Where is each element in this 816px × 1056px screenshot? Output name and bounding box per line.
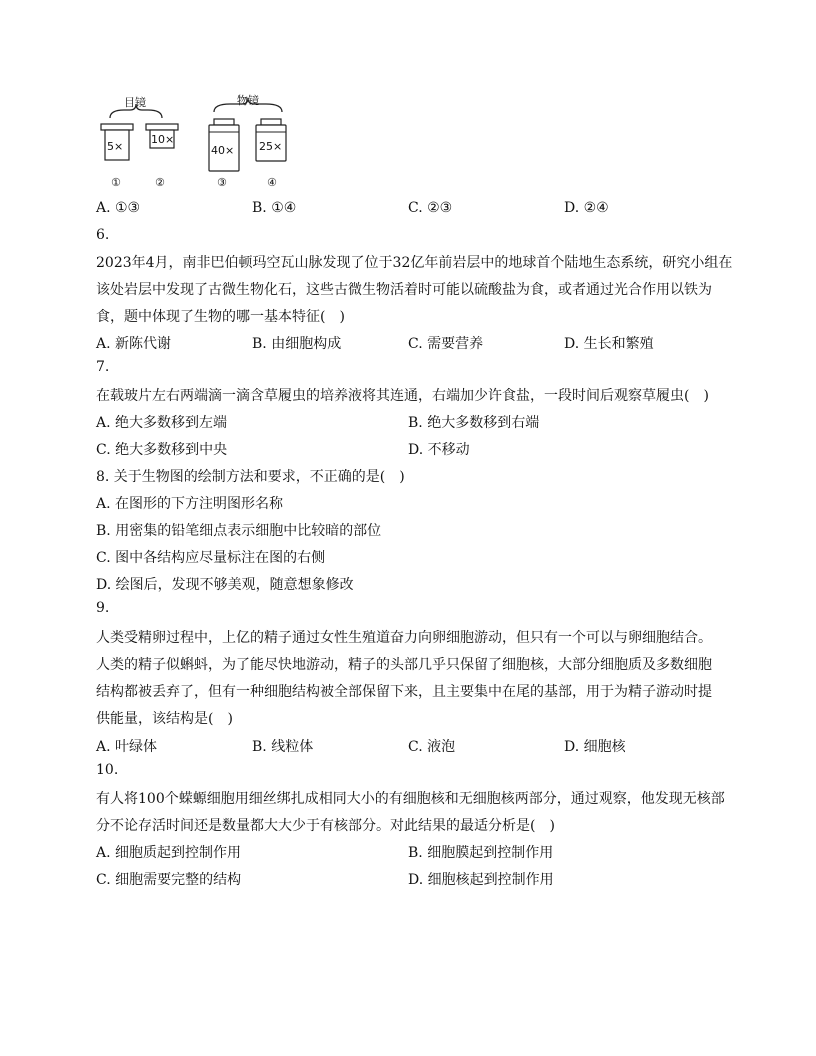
lens-num-3: ③ xyxy=(217,176,227,189)
lens-diagram xyxy=(96,92,296,192)
lens-num-2: ② xyxy=(155,176,165,189)
q5-option-a: A. ①③ xyxy=(96,200,141,216)
microscope-lens-figure xyxy=(96,92,296,192)
q9-stem-line-1: 人类受精卵过程中，上亿的精子通过女性生殖道奋力向卵细胞游动，但只有一个可以与卵细胞结合。 xyxy=(96,630,712,646)
q10-option-b: B. 细胞膜起到控制作用 xyxy=(408,845,554,861)
q6-stem-line-1: 2023年4月，南非巴伯顿玛空瓦山脉发现了位于32亿年前岩层中的地球首个陆地生态系统，研究小组在 xyxy=(96,255,733,271)
q5-option-c: C. ②③ xyxy=(408,200,453,216)
q6-stem-line-2: 该处岩层中发现了古微生物化石，这些古微生物活着时可能以硫酸盐为食，或者通过光合作用以铁为 xyxy=(96,282,712,298)
q9-number: 9. xyxy=(96,600,110,616)
q6-option-b: B. 由细胞构成 xyxy=(252,336,342,352)
q7-stem-line-1: 在载玻片左右两端滴一滴含草履虫的培养液将其连通，右端加少许食盐，一段时间后观察草履虫( ) xyxy=(96,388,709,404)
q8-option-a: A. 在图形的下方注明图形名称 xyxy=(96,496,284,512)
q7-number: 7. xyxy=(96,359,110,375)
eyepiece-lens-2 xyxy=(146,124,178,189)
q9-stem-line-3: 结构都被丢弃了，但有一种细胞结构被全部保留下来，且主要集中在尾的基部，用于为精子游动时提 xyxy=(96,684,712,700)
lens-num-4: ④ xyxy=(267,176,277,189)
q6-option-d: D. 生长和繁殖 xyxy=(564,336,654,352)
lens-mag-5x: 5× xyxy=(107,140,124,153)
q7-option-c: C. 绝大多数移到中央 xyxy=(96,442,228,458)
q5-option-d: D. ②④ xyxy=(564,200,609,216)
q8-option-c: C. 图中各结构应尽量标注在图的右侧 xyxy=(96,550,326,566)
q9-option-b: B. 线粒体 xyxy=(252,739,314,755)
q9-option-d: D. 细胞核 xyxy=(564,739,626,755)
q10-number: 10. xyxy=(96,762,119,778)
q10-option-a: A. 细胞质起到控制作用 xyxy=(96,845,242,861)
q9-option-a: A. 叶绿体 xyxy=(96,739,158,755)
q6-option-c: C. 需要营养 xyxy=(408,336,484,352)
objective-lens-3 xyxy=(209,119,239,189)
q8-stem: 8. 关于生物图的绘制方法和要求，不正确的是( ) xyxy=(96,469,405,485)
q10-stem-line-1: 有人将100个蝾螈细胞用细丝绑扎成相同大小的有细胞核和无细胞核两部分，通过观察，他发现无核部 xyxy=(96,791,725,807)
q10-option-d: D. 细胞核起到控制作用 xyxy=(408,872,554,888)
q6-number: 6. xyxy=(96,227,110,243)
q7-option-a: A. 绝大多数移到左端 xyxy=(96,415,228,431)
lens-num-1: ① xyxy=(111,176,121,189)
eyepiece-label: 目镜 xyxy=(124,96,146,109)
lens-mag-40x: 40× xyxy=(211,144,235,157)
eyepiece-lens-1 xyxy=(101,124,133,189)
q8-option-d: D. 绘图后，发现不够美观，随意想象修改 xyxy=(96,577,354,593)
q7-option-d: D. 不移动 xyxy=(408,442,470,458)
q10-option-c: C. 细胞需要完整的结构 xyxy=(96,872,242,888)
lens-mag-10x: 10× xyxy=(151,133,175,146)
lens-mag-25x: 25× xyxy=(259,140,283,153)
q8-option-b: B. 用密集的铅笔细点表示细胞中比较暗的部位 xyxy=(96,523,382,539)
objective-lens-4 xyxy=(256,119,286,189)
q9-stem-line-2: 人类的精子似蝌蚪，为了能尽快地游动，精子的头部几乎只保留了细胞核，大部分细胞质及多数细胞 xyxy=(96,657,712,673)
objective-label: 物镜 xyxy=(237,94,259,107)
q5-option-b: B. ①④ xyxy=(252,200,297,216)
q6-option-a: A. 新陈代谢 xyxy=(96,336,172,352)
q9-stem-line-4: 供能量，该结构是( ) xyxy=(96,711,233,727)
q7-option-b: B. 绝大多数移到右端 xyxy=(408,415,540,431)
q6-stem-line-3: 食，题中体现了生物的哪一基本特征( ) xyxy=(96,309,345,325)
q9-option-c: C. 液泡 xyxy=(408,739,456,755)
q10-stem-line-2: 分不论存活时间还是数量都大大少于有核部分。对此结果的最适分析是( ) xyxy=(96,818,555,834)
